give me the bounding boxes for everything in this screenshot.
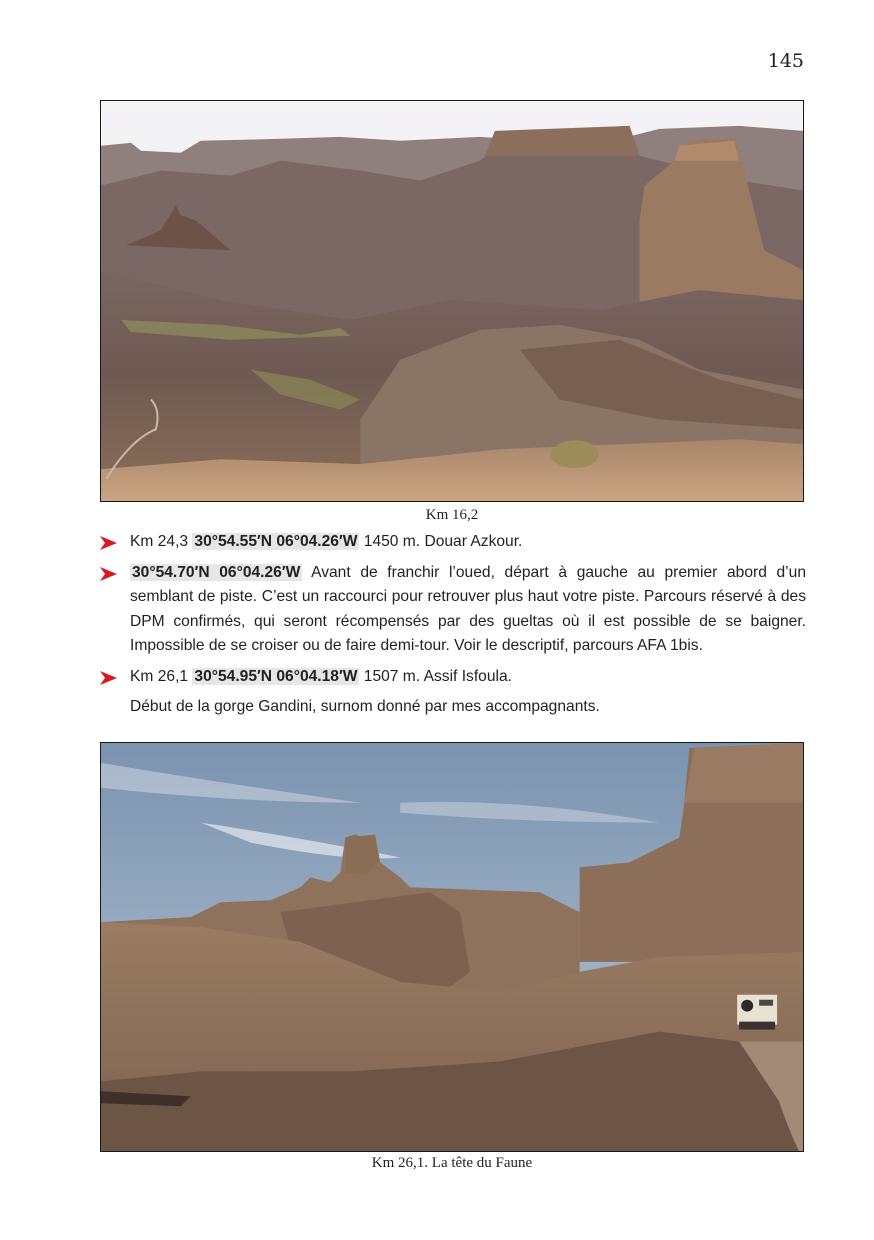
arrow-bullet-icon — [100, 671, 117, 685]
landscape-image — [101, 743, 803, 1151]
waypoint-km: Km 26,1 — [130, 667, 189, 685]
waypoint-coordinates: 30°54.55′N 06°04.26′W — [194, 533, 358, 550]
waypoint-note: Début de la gorge Gandini, surnom donné par mes accompagnants. — [130, 698, 600, 715]
waypoint-item — [100, 665, 806, 690]
truck-image — [737, 995, 777, 1030]
waypoint-coordinates: 30°54.95′N 06°04.18′W — [194, 667, 358, 685]
waypoint-list — [100, 530, 806, 720]
waypoint-item — [100, 561, 806, 659]
gorge-photo — [100, 742, 804, 1152]
page-number: 145 — [767, 50, 804, 72]
waypoint-description: 1507 m. Assif Isfoula. — [363, 667, 512, 685]
arrow-bullet-icon — [100, 536, 117, 550]
landscape-image — [101, 101, 803, 501]
waypoint-coordinates: 30°54.70′N 06°04.26′W — [132, 563, 301, 581]
photo-caption: Km 26,1. La tête du Faune — [371, 1155, 533, 1171]
arrow-bullet-icon — [100, 567, 117, 581]
desert-valley-photo — [100, 100, 804, 502]
waypoint-description: Avant de franchir l’oued, départ à gauche au premier abord d’un semblant de piste. C’est un raccourci pour retrouver plus haut votre piste. Parcours réservé à des DPM confirmés, qui seront récompensés par des gueltas où il est possible de se baigner. Impossible de se croiser ou de faire demi-tour. Voir le descriptif, parcours AFA 1bis. — [130, 563, 806, 654]
waypoint-description: 1450 m. Douar Azkour. — [363, 533, 523, 550]
photo-caption: Km 16,2 — [425, 507, 479, 523]
waypoint-item — [100, 530, 806, 555]
waypoint-km: Km 24,3 — [130, 533, 189, 550]
